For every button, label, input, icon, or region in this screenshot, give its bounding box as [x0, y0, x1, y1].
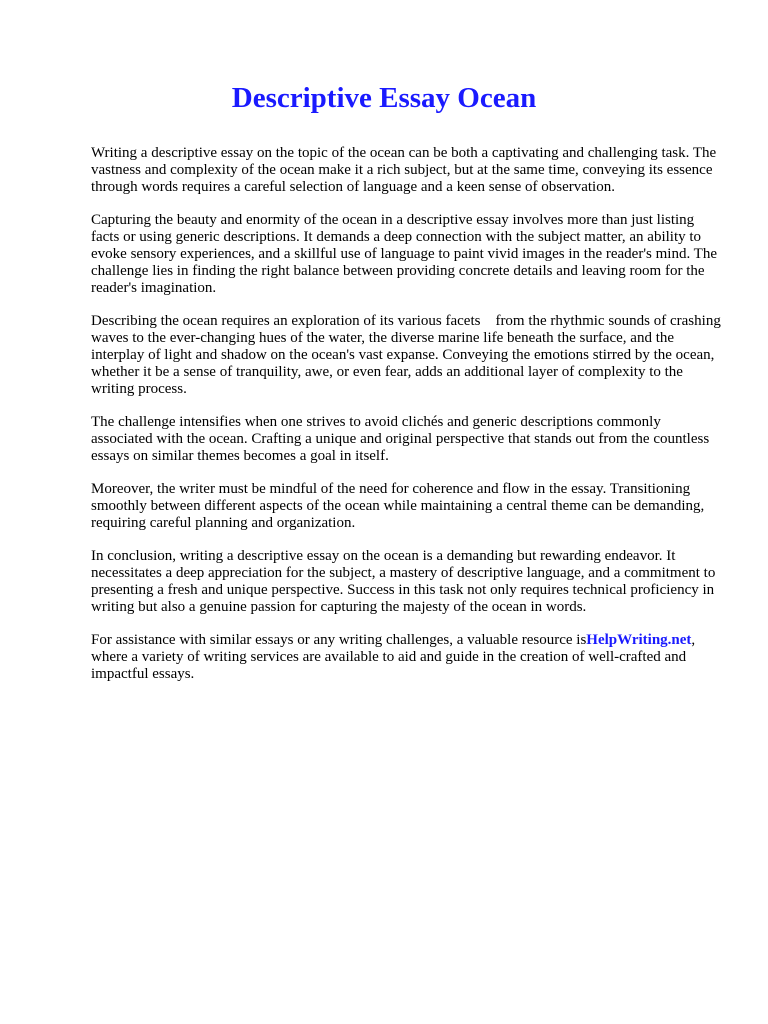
helpwriting-link[interactable]: HelpWriting.net	[586, 632, 692, 648]
paragraph-6: In conclusion, writing a descriptive essay on the ocean is a demanding but rewarding endeavor. It necessitates a deep appreciation for the subject, a mastery of descriptive language, and a commitment to presenting a fresh and unique perspective. Success in this task not only requires technical proficiency in writing but also a genuine passion for capturing the majesty of the ocean in words.	[91, 548, 716, 615]
document-title: Descriptive Essay Ocean	[231, 82, 537, 114]
paragraph-1: Writing a descriptive essay on the topic of the ocean can be both a captivating and challenging task. The vastness and complexity of the ocean make it a rich subject, but at the same time, conveying its essence through words requires a careful selection of language and a keen sense of observation.	[91, 145, 717, 195]
paragraph-2: Capturing the beauty and enormity of the ocean in a descriptive essay involves more than just listing facts or using generic descriptions. It demands a deep connection with the subject matter, an ability to evoke sensory experiences, and a skillful use of language to paint vivid images in the reader's mind. The challenge lies in finding the right balance between providing concrete details and leaving room for the reader's imagination.	[91, 212, 717, 296]
paragraph-5: Moreover, the writer must be mindful of the need for coherence and flow in the essay. Transitioning smoothly between different aspects of the ocean while maintaining a central theme can be demanding, requiring careful planning and organization.	[91, 481, 705, 531]
paragraph-7	[91, 632, 721, 683]
paragraph-3: Describing the ocean requires an exploration of its various facets from the rhythmic sounds of crashing waves to the ever-changing hues of the water, the diverse marine life beneath the surface, and the interplay of light and shadow on the ocean's vast expanse. Conveying the emotions stirred by the ocean, whether it be a sense of tranquility, awe, or even fear, adds an additional layer of complexity to the writing process.	[91, 313, 725, 397]
paragraph-4: The challenge intensifies when one strives to avoid clichés and generic descriptions commonly associated with the ocean. Crafting a unique and original perspective that stands out from the countless essays on similar themes becomes a goal in itself.	[91, 414, 710, 464]
document-body	[91, 145, 725, 699]
resource-outro-text: , where a variety of writing services are available to aid and guide in the creation of well-crafted and impactful essays.	[91, 632, 696, 682]
resource-intro-text: For assistance with similar essays or any writing challenges, a valuable resource is	[91, 632, 587, 648]
